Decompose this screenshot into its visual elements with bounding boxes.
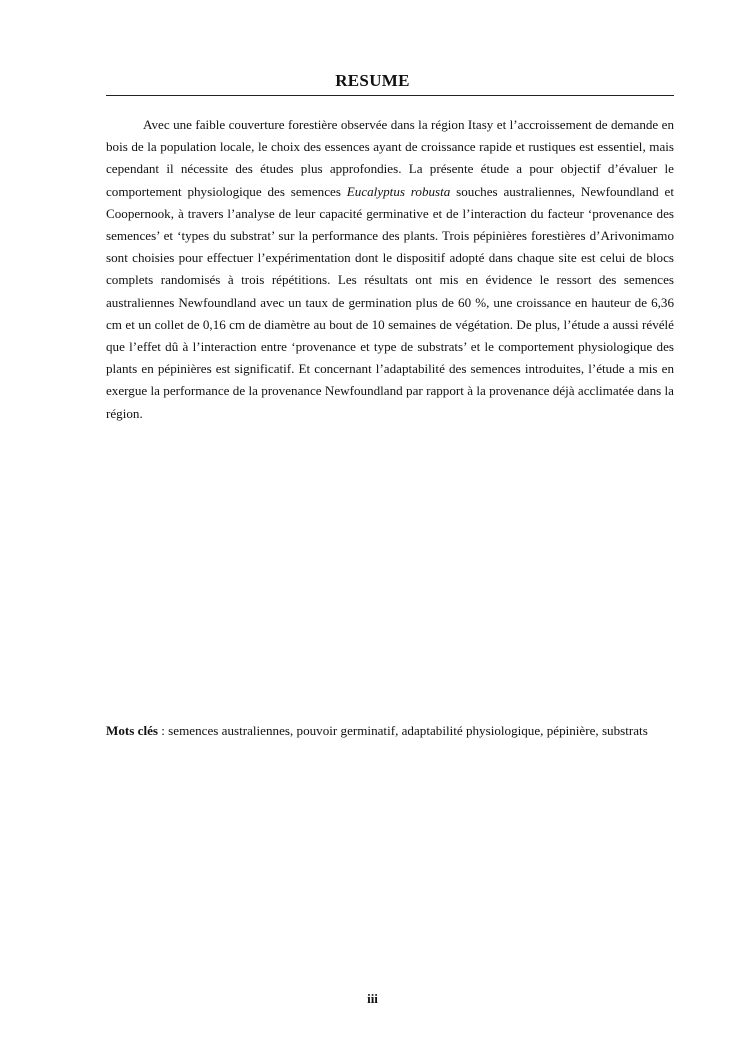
keywords-text: : semences australiennes, pouvoir germinatif, adaptabilité physiologique, pépinière, substrats (158, 723, 648, 738)
abstract-text-part1: Avec une faible couverture forestière observée dans la région Itasy et l’accroissement de demande en bois de la population locale, le choix des essences ayant de croissance rapide et rustiques est essentiel, mais cependant il nécessite des études plus approfondies. La présente étude a pour objectif d’évaluer le comportement physiologique des semences (106, 117, 674, 199)
keywords-label: Mots clés (106, 723, 158, 738)
page-number: iii (367, 991, 378, 1006)
abstract-text-part2: souches australiennes, Newfoundland et Coopernook, à travers l’analyse de leur capacité germinative et de l’interaction du facteur ‘provenance des semences’ et ‘types du substrat’ sur la performance des plants. Trois pépinières forestières d’Arivonimamo sont choisies pour effectuer l’expérimentation dont le dispositif adopté dans chaque site est celui de blocs complets randomisés à trois répétitions. Les résultats ont mis en évidence le ressort des semences australiennes Newfoundland avec un taux de germination plus de 60 %, une croissance en hauteur de 6,36 cm et un collet de 0,16 cm de diamètre au bout de 10 semaines de végétation. De plus, l’étude a aussi révélé que l’effet dû à l’interaction entre ‘provenance et type de substrats’ et le comportement physiologique des plants en pépinières est significatif. Et concernant l’adaptabilité des semences introduites, l’étude a mis en exergue la performance de la provenance Newfoundland par rapport à la provenance déjà acclimatée dans la région. (106, 183, 674, 421)
abstract-paragraph (106, 114, 674, 425)
keywords-paragraph (106, 719, 674, 743)
species-name: Eucalyptus robusta (346, 183, 451, 199)
page-title: RESUME (335, 71, 410, 90)
title-underline-rule (106, 95, 674, 96)
